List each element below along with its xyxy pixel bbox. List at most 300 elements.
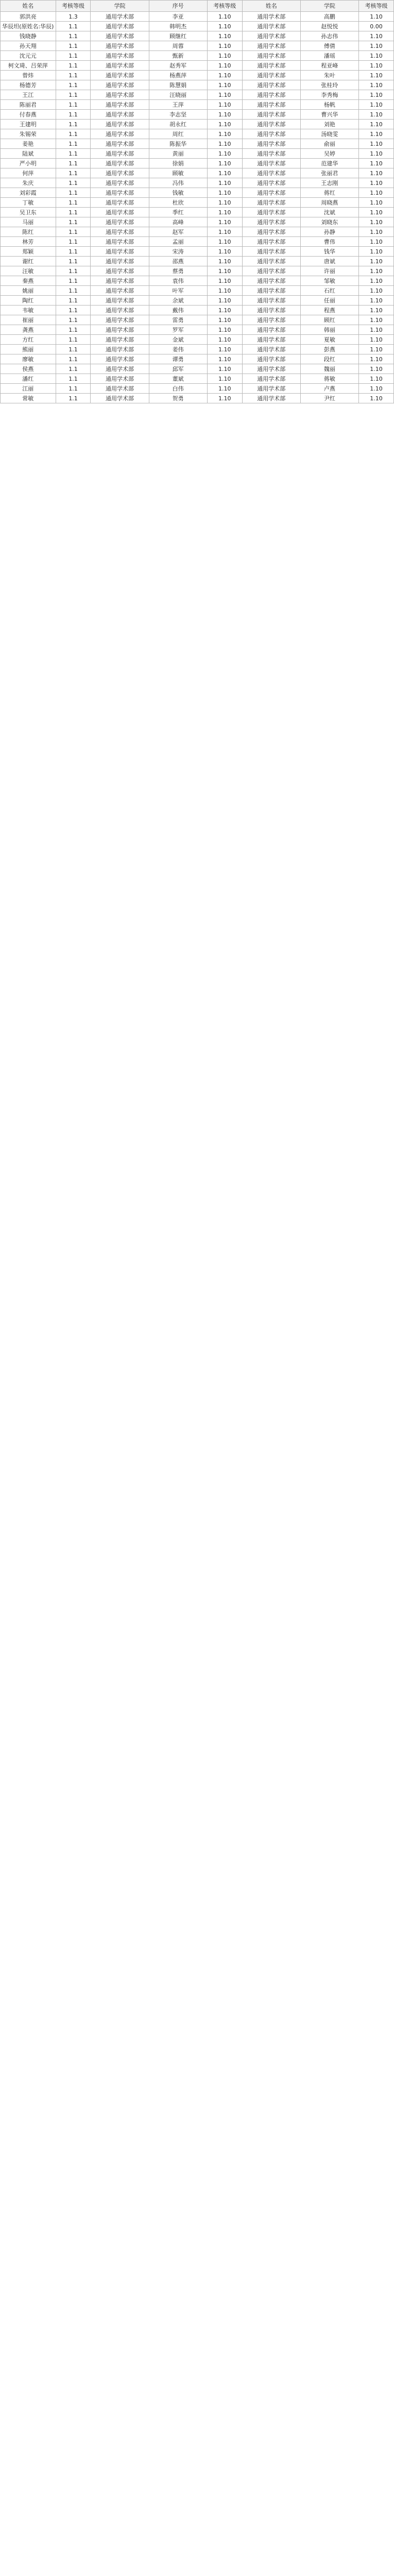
table-cell: 谢红 [1, 257, 56, 266]
table-cell: 1.1 [56, 120, 91, 129]
table-cell: 1.10 [207, 227, 242, 237]
table-cell: 1.1 [56, 41, 91, 51]
header-grade-2: 考核等级 [207, 1, 242, 12]
table-cell: 崔丽 [1, 315, 56, 325]
table-cell: 1.1 [56, 168, 91, 178]
table-cell: 戴伟 [149, 306, 207, 315]
table-cell: 1.10 [207, 100, 242, 110]
table-cell: 赵军 [149, 227, 207, 237]
table-cell: 严小明 [1, 159, 56, 168]
table-cell: 陈振华 [149, 139, 207, 149]
table-cell: 刘晓东 [300, 217, 358, 227]
table-cell: 贺勇 [149, 394, 207, 403]
table-cell: 陆斌 [1, 149, 56, 159]
table-cell: 1.10 [207, 71, 242, 80]
table-cell: 王江 [1, 90, 56, 100]
table-cell: 1.10 [359, 71, 394, 80]
table-cell: 1.1 [56, 227, 91, 237]
table-cell: 吴婷 [300, 149, 358, 159]
table-cell: 通用学术部 [91, 306, 149, 315]
table-row [1, 51, 394, 61]
table-row [1, 168, 394, 178]
table-cell: 宋涛 [149, 247, 207, 257]
table-cell: 1.10 [207, 80, 242, 90]
table-cell: 1.1 [56, 384, 91, 394]
table-cell: 杜欣 [149, 198, 207, 208]
table-cell: 汪晓丽 [149, 90, 207, 100]
table-cell: 1.10 [207, 31, 242, 41]
table-cell: 1.10 [359, 325, 394, 335]
table-cell: 1.1 [56, 51, 91, 61]
table-cell: 1.10 [207, 247, 242, 257]
table-cell: 通用学术部 [91, 22, 149, 31]
table-cell: 杨帆 [300, 100, 358, 110]
table-cell: 通用学术部 [242, 198, 300, 208]
table-cell: 通用学术部 [91, 384, 149, 394]
table-cell: 通用学术部 [91, 51, 149, 61]
table-cell: 方红 [1, 335, 56, 345]
table-cell: 汤晓雯 [300, 129, 358, 139]
table-cell: 通用学术部 [91, 325, 149, 335]
table-cell: 1.10 [359, 198, 394, 208]
table-cell: 1.10 [207, 315, 242, 325]
table-cell: 姜艳 [1, 139, 56, 149]
table-cell: 1.1 [56, 159, 91, 168]
table-cell: 通用学术部 [242, 306, 300, 315]
table-cell: 1.10 [207, 217, 242, 227]
table-cell: 吴卫东 [1, 208, 56, 217]
table-cell: 1.10 [359, 80, 394, 90]
table-cell: 周晓燕 [300, 198, 358, 208]
table-cell: 1.1 [56, 306, 91, 315]
table-cell: 通用学术部 [242, 188, 300, 198]
table-cell: 1.10 [359, 276, 394, 286]
table-cell: 石红 [300, 286, 358, 296]
table-cell: 通用学术部 [91, 178, 149, 188]
table-row [1, 315, 394, 325]
table-cell: 郑颖 [1, 247, 56, 257]
table-cell: 1.10 [207, 188, 242, 198]
table-cell: 陶红 [1, 296, 56, 306]
table-cell: 1.10 [207, 354, 242, 364]
table-cell: 付春燕 [1, 110, 56, 120]
table-cell: 通用学术部 [242, 100, 300, 110]
table-cell: 1.1 [56, 335, 91, 345]
table-cell: 廖敏 [1, 354, 56, 364]
table-cell: 曹兴华 [300, 110, 358, 120]
table-row [1, 178, 394, 188]
table-cell: 通用学术部 [91, 266, 149, 276]
table-cell: 通用学术部 [242, 90, 300, 100]
table-row [1, 247, 394, 257]
table-cell: 1.10 [207, 286, 242, 296]
table-cell: 卢燕 [300, 384, 358, 394]
table-cell: 通用学术部 [91, 227, 149, 237]
table-cell: 1.10 [207, 325, 242, 335]
table-cell: 朱庆 [1, 178, 56, 188]
table-cell: 高峰 [149, 217, 207, 227]
table-cell: 1.1 [56, 345, 91, 354]
table-cell: 许丽 [300, 266, 358, 276]
table-cell: 1.10 [359, 315, 394, 325]
grade-table [0, 0, 394, 403]
table-cell: 1.1 [56, 198, 91, 208]
table-cell: 邱军 [149, 364, 207, 374]
table-row [1, 286, 394, 296]
table-cell: 陈丽君 [1, 100, 56, 110]
table-cell: 韩丽 [300, 325, 358, 335]
table-cell: 李志坚 [149, 110, 207, 120]
table-cell: 金斌 [149, 335, 207, 345]
table-row [1, 120, 394, 129]
table-cell: 通用学术部 [91, 159, 149, 168]
table-cell: 1.10 [359, 31, 394, 41]
table-cell: 通用学术部 [91, 335, 149, 345]
table-cell: 1.1 [56, 90, 91, 100]
table-cell: 1.10 [359, 394, 394, 403]
table-cell: 1.10 [207, 306, 242, 315]
table-cell: 1.10 [207, 168, 242, 178]
table-cell: 季红 [149, 208, 207, 217]
table-cell: 通用学术部 [91, 110, 149, 120]
table-cell: 杨燕萍 [149, 71, 207, 80]
table-cell: 高鹏 [300, 12, 358, 22]
table-cell: 1.1 [56, 71, 91, 80]
table-row [1, 394, 394, 403]
table-cell: 通用学术部 [91, 100, 149, 110]
table-cell: 范建华 [300, 159, 358, 168]
table-cell: 通用学术部 [242, 354, 300, 364]
table-cell: 熊丽 [1, 345, 56, 354]
table-cell: 1.10 [207, 41, 242, 51]
table-cell: 通用学术部 [91, 31, 149, 41]
table-cell: 孙静 [300, 227, 358, 237]
table-row [1, 12, 394, 22]
table-cell: 黄丽 [149, 149, 207, 159]
table-cell: 1.10 [207, 208, 242, 217]
table-cell: 叶军 [149, 286, 207, 296]
table-cell: 1.10 [207, 237, 242, 247]
table-cell: 通用学术部 [242, 149, 300, 159]
table-cell: 1.1 [56, 374, 91, 384]
table-cell: 通用学术部 [91, 188, 149, 198]
table-cell: 通用学术部 [91, 139, 149, 149]
table-cell: 陈慧娟 [149, 80, 207, 90]
table-cell: 赵悦悦 [300, 22, 358, 31]
table-cell: 通用学术部 [91, 90, 149, 100]
table-cell: 通用学术部 [91, 247, 149, 257]
table-cell: 通用学术部 [242, 120, 300, 129]
table-cell: 1.10 [359, 51, 394, 61]
table-cell: 通用学术部 [91, 315, 149, 325]
table-cell: 1.10 [207, 345, 242, 354]
table-cell: 通用学术部 [242, 159, 300, 168]
table-cell: 钱华 [300, 247, 358, 257]
table-cell: 通用学术部 [91, 129, 149, 139]
table-cell: 通用学术部 [242, 139, 300, 149]
table-cell: 1.10 [207, 22, 242, 31]
table-cell: 1.10 [359, 129, 394, 139]
table-cell: 1.1 [56, 364, 91, 374]
table-cell: 邵燕 [149, 257, 207, 266]
table-cell: 1.10 [207, 335, 242, 345]
table-cell: 通用学术部 [242, 325, 300, 335]
table-cell: 1.10 [207, 257, 242, 266]
table-cell: 1.1 [56, 217, 91, 227]
table-cell: 通用学术部 [91, 149, 149, 159]
table-cell: 孙天翔 [1, 41, 56, 51]
table-cell: 1.1 [56, 139, 91, 149]
table-cell: 通用学术部 [91, 345, 149, 354]
table-cell: 通用学术部 [91, 12, 149, 22]
table-cell: 1.1 [56, 31, 91, 41]
table-cell: 通用学术部 [242, 394, 300, 403]
table-row [1, 306, 394, 315]
table-row [1, 276, 394, 286]
table-cell: 龚燕 [1, 325, 56, 335]
table-cell: 1.10 [359, 286, 394, 296]
table-cell: 1.10 [207, 374, 242, 384]
table-row [1, 100, 394, 110]
table-row [1, 71, 394, 80]
table-row [1, 208, 394, 217]
header-row [1, 1, 394, 12]
table-row [1, 325, 394, 335]
table-cell: 1.10 [207, 394, 242, 403]
table-cell: 1.1 [56, 100, 91, 110]
table-row [1, 296, 394, 306]
table-cell: 1.10 [207, 384, 242, 394]
table-cell: 1.10 [359, 41, 394, 51]
table-cell: 通用学术部 [91, 61, 149, 71]
table-cell: 俞丽 [300, 139, 358, 149]
table-cell: 1.10 [207, 364, 242, 374]
table-row [1, 198, 394, 208]
table-cell: 1.10 [359, 168, 394, 178]
table-cell: 1.1 [56, 266, 91, 276]
table-cell: 1.10 [207, 266, 242, 276]
table-cell: 1.10 [359, 159, 394, 168]
table-cell: 通用学术部 [91, 374, 149, 384]
table-cell: 张桂玲 [300, 80, 358, 90]
header-grade: 考核等级 [56, 1, 91, 12]
table-cell: 通用学术部 [242, 266, 300, 276]
table-cell: 王志刚 [300, 178, 358, 188]
table-cell: 1.10 [359, 247, 394, 257]
table-cell: 任丽 [300, 296, 358, 306]
table-cell: 1.10 [359, 364, 394, 374]
table-cell: 李秀梅 [300, 90, 358, 100]
table-cell: 1.10 [359, 139, 394, 149]
table-cell: 钱晓静 [1, 31, 56, 41]
table-cell: 1.10 [359, 188, 394, 198]
table-cell: 邹敏 [300, 276, 358, 286]
table-cell: 沈斌 [300, 208, 358, 217]
table-cell: 冯伟 [149, 178, 207, 188]
table-cell: 1.1 [56, 61, 91, 71]
table-row [1, 364, 394, 374]
table-cell: 1.10 [207, 296, 242, 306]
table-cell: 尹红 [300, 394, 358, 403]
table-body [1, 12, 394, 403]
table-cell: 刘彩霞 [1, 188, 56, 198]
header-name: 姓名 [1, 1, 56, 12]
table-cell: 通用学术部 [91, 208, 149, 217]
table-row [1, 354, 394, 364]
table-row [1, 149, 394, 159]
header-name-2: 姓名 [242, 1, 300, 12]
table-cell: 蔡勇 [149, 266, 207, 276]
table-cell: 1.1 [56, 178, 91, 188]
table-cell: 1.10 [359, 257, 394, 266]
table-cell: 通用学术部 [242, 237, 300, 247]
table-cell: 1.10 [359, 374, 394, 384]
table-cell: 常敏 [1, 394, 56, 403]
table-cell: 潘瑶 [300, 51, 358, 61]
table-cell: 1.10 [207, 149, 242, 159]
table-cell: 1.1 [56, 394, 91, 403]
table-cell: 1.1 [56, 149, 91, 159]
table-cell: 通用学术部 [242, 227, 300, 237]
table-cell: 曾炜 [1, 71, 56, 80]
table-cell: 潘红 [1, 374, 56, 384]
table-cell: 董斌 [149, 374, 207, 384]
table-cell: 袁伟 [149, 276, 207, 286]
table-cell: 1.10 [207, 276, 242, 286]
table-cell: 1.10 [207, 129, 242, 139]
table-cell: 通用学术部 [91, 71, 149, 80]
table-cell: 通用学术部 [242, 71, 300, 80]
table-cell: 华辰坦(原姓名:华辰) [1, 22, 56, 31]
table-cell: 1.10 [359, 335, 394, 345]
table-cell: 林芳 [1, 237, 56, 247]
table-cell: 王萍 [149, 100, 207, 110]
table-cell: 1.10 [359, 237, 394, 247]
table-cell: 段红 [300, 354, 358, 364]
grade-table-sheet [0, 0, 394, 403]
table-cell: 通用学术部 [91, 286, 149, 296]
table-cell: 1.10 [359, 149, 394, 159]
table-cell: 1.10 [207, 178, 242, 188]
table-cell: 通用学术部 [242, 12, 300, 22]
table-cell: 陈红 [1, 227, 56, 237]
table-cell: 1.10 [359, 61, 394, 71]
table-cell: 白伟 [149, 384, 207, 394]
table-cell: 1.10 [359, 384, 394, 394]
table-cell: 通用学术部 [242, 51, 300, 61]
table-cell: 程燕 [300, 306, 358, 315]
table-row [1, 22, 394, 31]
table-cell: 通用学术部 [242, 374, 300, 384]
table-cell: 1.1 [56, 110, 91, 120]
table-cell: 1.1 [56, 208, 91, 217]
table-cell: 余斌 [149, 296, 207, 306]
table-row [1, 80, 394, 90]
table-cell: 1.10 [359, 266, 394, 276]
table-cell: 1.1 [56, 276, 91, 286]
table-row [1, 384, 394, 394]
table-cell: 徐娟 [149, 159, 207, 168]
table-cell: 通用学术部 [91, 276, 149, 286]
table-cell: 通用学术部 [242, 315, 300, 325]
table-cell: 顾继红 [149, 31, 207, 41]
table-row [1, 110, 394, 120]
table-cell: 通用学术部 [242, 257, 300, 266]
table-cell: 1.1 [56, 325, 91, 335]
header-serial: 序号 [149, 1, 207, 12]
table-cell: 1.10 [359, 100, 394, 110]
table-row [1, 237, 394, 247]
table-cell: 甄新 [149, 51, 207, 61]
table-cell: 1.1 [56, 257, 91, 266]
table-cell: 1.10 [207, 139, 242, 149]
table-cell: 通用学术部 [242, 61, 300, 71]
table-cell: 1.10 [359, 227, 394, 237]
table-cell: 朱锡荣 [1, 129, 56, 139]
table-cell: 通用学术部 [91, 296, 149, 306]
table-cell: 1.10 [359, 217, 394, 227]
table-cell: 通用学术部 [91, 168, 149, 178]
table-cell: 曹伟 [300, 237, 358, 247]
table-cell: 通用学术部 [242, 286, 300, 296]
table-cell: 1.1 [56, 22, 91, 31]
table-cell: 通用学术部 [242, 129, 300, 139]
table-cell: 通用学术部 [91, 237, 149, 247]
table-row [1, 335, 394, 345]
table-cell: 通用学术部 [242, 208, 300, 217]
table-cell: 孙志伟 [300, 31, 358, 41]
table-cell: 1.10 [207, 51, 242, 61]
table-row [1, 257, 394, 266]
table-cell: 通用学术部 [242, 110, 300, 120]
table-cell: 秦燕 [1, 276, 56, 286]
table-cell: 程亚峰 [300, 61, 358, 71]
table-cell: 韩明杰 [149, 22, 207, 31]
table-cell: 蒋敏 [300, 374, 358, 384]
table-cell: 1.10 [359, 110, 394, 120]
table-row [1, 266, 394, 276]
table-cell: 姚丽 [1, 286, 56, 296]
table-row [1, 374, 394, 384]
table-cell: 通用学术部 [242, 178, 300, 188]
table-cell: 1.10 [359, 120, 394, 129]
table-cell: 郭洪亮 [1, 12, 56, 22]
table-row [1, 139, 394, 149]
table-cell: 通用学术部 [91, 41, 149, 51]
table-cell: 雷勇 [149, 315, 207, 325]
table-cell: 通用学术部 [242, 364, 300, 374]
table-cell: 1.10 [207, 12, 242, 22]
table-cell: 朱叶 [300, 71, 358, 80]
table-cell: 姜伟 [149, 345, 207, 354]
table-cell: 周红 [149, 129, 207, 139]
table-cell: 沈元元 [1, 51, 56, 61]
table-cell: 顾敏 [149, 168, 207, 178]
table-cell: 1.1 [56, 315, 91, 325]
table-cell: 通用学术部 [91, 364, 149, 374]
table-cell: 通用学术部 [242, 217, 300, 227]
table-header [1, 1, 394, 12]
table-cell: 罗军 [149, 325, 207, 335]
table-row [1, 159, 394, 168]
header-college-2: 学院 [300, 1, 358, 12]
table-cell: 柯文琦、吕荣萍 [1, 61, 56, 71]
table-cell: 1.10 [359, 306, 394, 315]
table-cell: 通用学术部 [242, 296, 300, 306]
table-cell: 张丽君 [300, 168, 358, 178]
table-cell: 王建明 [1, 120, 56, 129]
table-cell: 通用学术部 [242, 31, 300, 41]
